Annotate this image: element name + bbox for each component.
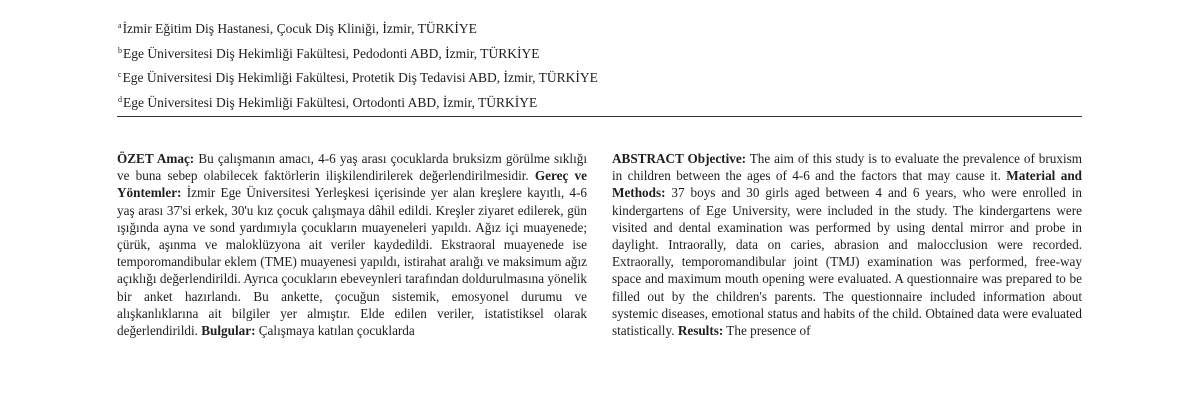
abstract-paragraph [612,150,1082,339]
abstract-results-label: Results: [677,323,724,339]
ozet-methods-text: İzmir Ege Üniversitesi Yerleşkesi içerisinde yer alan kreşlere kayıtlı, 4-6 yaş arası 37'si erkek, 30'u kız çocuk çalışmaya dâhil edildi. Kreşler ziyaret edilerek, gün ışığında ayna ve sond yardımıyla çocukların muayeneleri yapıldı. Ağız içi muayenede; çürük, aşınma ve maloklüzyona ait veriler kaydedildi. Ekstraoral muayenede ise temporomandibular eklem (TME) muayenesi yapıldı, istirahat aralığı ve maksimum ağız açıklığı değerlendirildi. Ayrıca çocukların ebeveynleri tarafından doldurulmasına yönelik bir anket hazırlandı. Bu ankette, çocuğun sistemik, emosyonel durumu ve alışkanlıklarına ait bilgiler yer almıştır. Elde edilen veriler, istatistiksel olarak değerlendirildi. [117,185,587,339]
abstract-objective-text: The aim of this study is to evaluate the prevalence of bruxism in children between the ages of 4-6 and the factors that may cause it. [612,151,1082,184]
ozet-results-text: Çalışmaya katılan çocuklarda [255,323,415,339]
abstract-results-text: The presence of [723,323,811,339]
affiliation-marker: d [118,94,122,104]
ozet-objective-text: Bu çalışmanın amacı, 4-6 yaş arası çocuklarda bruksizm görülme sıklığı ve buna sebep olabilecek faktörlerin ilişkilendirilerek değerlendirilmesidir. [117,151,587,184]
affiliation-text: İzmir Eğitim Diş Hastanesi, Çocuk Diş Kliniği, İzmir, TÜRKİYE [122,21,477,36]
abstract-objective-label: ABSTRACT Objective: [612,151,747,166]
affiliation-text: Ege Üniversitesi Diş Hekimliği Fakültesi, Ortodonti ABD, İzmir, TÜRKİYE [123,94,538,110]
affiliation-line [118,64,1098,89]
affiliation-line [118,40,1098,65]
abstract-column [612,150,1082,400]
ozet-methods-label: Gereç ve Yöntemler: [117,168,587,201]
affiliation-marker: c [118,70,122,79]
abstract-methods-text: 37 boys and 30 girls aged between 4 and 6 years, who were enrolled in kindergartens of Ege University, were included in the study. The kindergartens were visited and dental examination was performed by using dental mirror and probe in daylight. Intraorally, data on caries, abrasion and malocclusion were recorded. Extraorally, temporomandibular joint (TMJ) examination was performed, free-way space and maximum mouth opening were evaluated. A questionnaire was prepared to be filled out by the children's parents. The questionnaire included information about systemic diseases, emotional status and habits of the child. Obtained data were evaluated statistically. [612,185,1082,339]
affiliation-text: Ege Üniversitesi Diş Hekimliği Fakültesi, Protetik Diş Tedavisi ABD, İzmir, TÜRKİYE [122,70,598,85]
affiliation-marker: b [118,45,122,55]
ozet-results-label: Bulgular: [201,323,256,339]
affiliation-marker: a [118,21,122,30]
ozet-paragraph [117,150,587,339]
affiliations-block [118,15,1098,113]
abstract-methods-label: Material and Methods: [612,168,1082,201]
section-divider [117,116,1082,117]
affiliation-line [118,15,1098,40]
ozet-column [117,150,587,400]
ozet-objective-label: ÖZET Amaç: [117,151,195,166]
affiliation-text: Ege Üniversitesi Diş Hekimliği Fakültesi, Pedodonti ABD, İzmir, TÜRKİYE [123,45,540,61]
affiliation-line [118,89,1098,114]
